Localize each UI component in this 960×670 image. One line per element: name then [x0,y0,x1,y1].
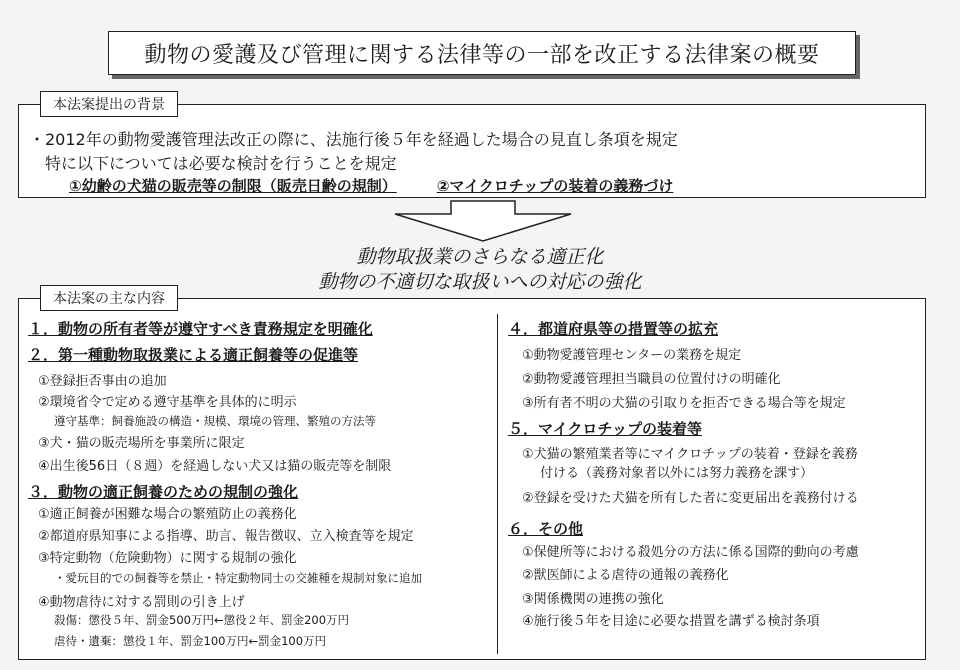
right-item: 付ける（義務対象者以外には努力義務を課す） [540,466,814,481]
right-item: ③所有者不明の犬猫の引取りを拒否できる場合等を規定 [522,396,846,411]
right-item: ②動物愛護管理担当職員の位置付けの明確化 [522,372,781,387]
left-item: ②都道府県知事による指導、助言、報告徴収、立入検査等を規定 [38,529,414,544]
background-line-1: ・2012年の動物愛護管理法改正の際に、法施行後５年を経過した場合の見直し条項を規定 [29,130,678,149]
left-item: 殺傷：懲役５年、罰金500万円←懲役２年、罰金200万円 [54,613,350,627]
left-item: ④出生後56日（８週）を経過しない犬又は猫の販売等を制限 [38,459,392,474]
right-heading: ５．マイクロチップの装着等 [508,420,702,438]
left-item: ④動物虐待に対する罰則の引き上げ [38,595,245,610]
left-item: 遵守基準：飼養施設の構造・規模、環境の管理、繁殖の方法等 [54,414,376,428]
left-item: ①適正飼養が困難な場合の繁殖防止の義務化 [38,507,297,522]
right-item: ①保健所等における殺処分の方法に係る国際的動向の考慮 [522,545,859,560]
left-heading: １．動物の所有者等が遵守すべき責務規定を明確化 [28,320,373,338]
column-divider [497,314,498,654]
main-content-label: 本法案の主な内容 [40,285,178,311]
left-item: ③犬・猫の販売場所を事業所に限定 [38,436,245,451]
left-item: 虐待・遺棄：懲役１年、罰金100万円←罰金100万円 [54,634,327,648]
right-heading: ６．その他 [508,520,584,538]
left-item: ・愛玩目的での飼養等を禁止・特定動物同士の交雑種を規制対象に追加 [54,571,422,585]
right-item: ①犬猫の繁殖業者等にマイクロチップの装着・登録を義務 [522,447,858,462]
down-arrow-icon [393,200,573,242]
background-label: 本法案提出の背景 [40,91,178,117]
right-item: ③関係機関の連携の強化 [522,592,664,607]
left-heading: ２．第一種動物取扱業による適正飼養等の促進等 [28,346,359,364]
right-item: ②獣医師による虐待の通報の義務化 [522,568,729,583]
right-item: ②登録を受けた犬猫を所有した者に変更届出を義務付ける [522,491,859,506]
left-heading: ３．動物の適正飼養のための規制の強化 [28,483,299,501]
background-box [18,104,926,198]
right-item: ①動物愛護管理センターの業務を規定 [522,348,742,363]
summary-line-1: 動物取扱業のさらなる適正化 [356,246,604,268]
summary-line-2: 動物の不適切な取扱いへの対応の強化 [318,271,642,293]
right-item: ④施行後５年を目途に必要な措置を講ずる検討条項 [522,614,820,629]
page-title: 動物の愛護及び管理に関する法律等の一部を改正する法律案の概要 [108,31,856,75]
left-item: ③特定動物（危険動物）に関する規制の強化 [38,551,297,566]
background-item-1: ①幼齢の犬猫の販売等の制限（販売日齢の規制） [69,177,397,195]
background-item-2: ②マイクロチップの装着の義務づけ [436,177,674,195]
right-heading: ４．都道府県等の措置等の拡充 [508,320,719,338]
left-item: ①登録拒否事由の追加 [38,374,167,389]
left-item: ②環境省令で定める遵守基準を具体的に明示 [38,395,297,410]
background-line-2: 特に以下については必要な検討を行うことを規定 [45,154,397,173]
background-items [69,175,673,196]
